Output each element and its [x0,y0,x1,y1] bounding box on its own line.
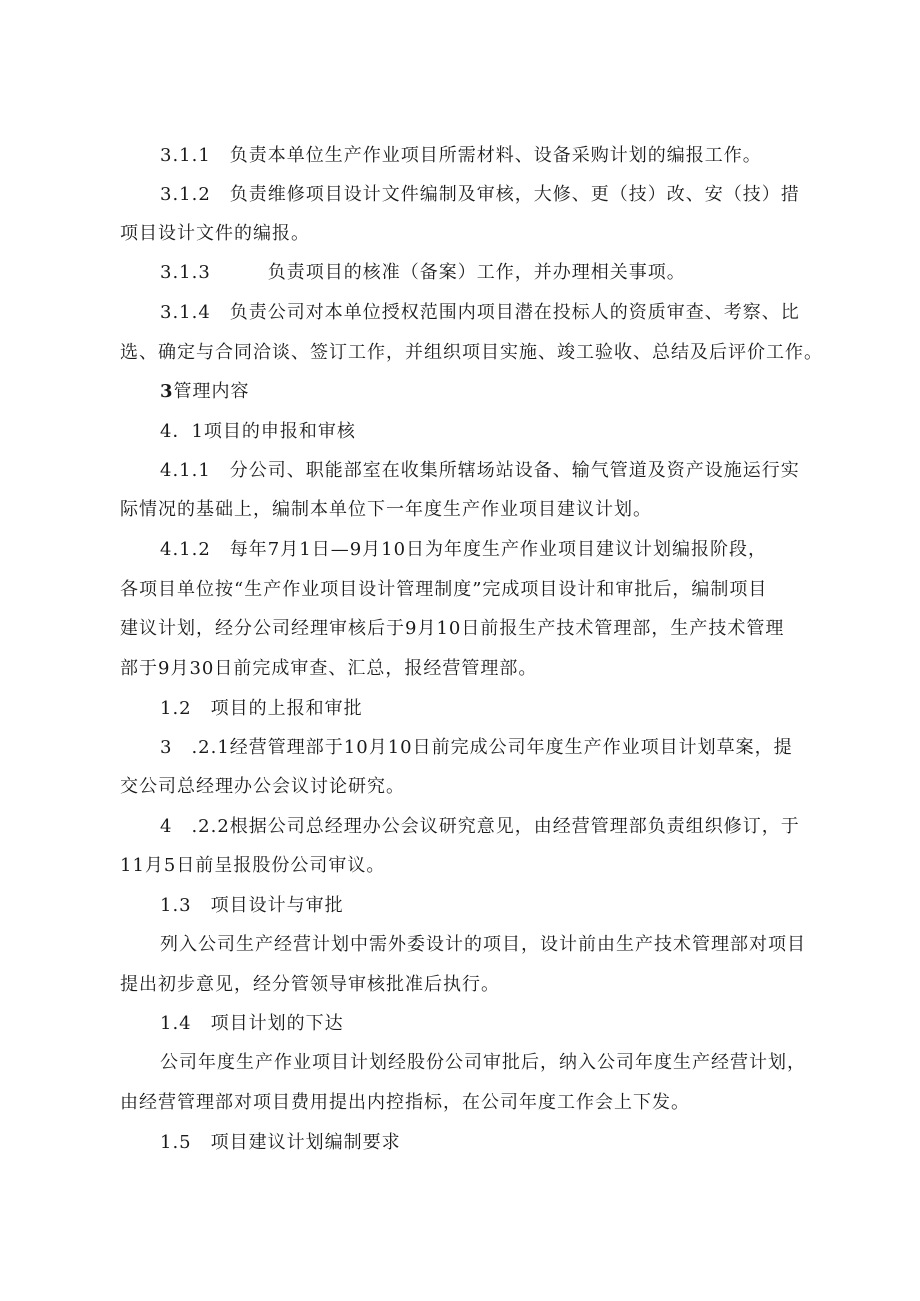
clause-4-1-2-cont-1: 各项目单位按“生产作业项目设计管理制度”完成项目设计和审批后，编制项目 [120,579,768,600]
subsection-1-2: 1.2 项目的上报和审批 [160,698,363,719]
clause-3-1-4: 3.1.4 负责公司对本单位授权范围内项目潜在投标人的资质审查、考察、比 [160,302,800,323]
paragraph-1-3-cont: 提出初步意见，经分管领导审核批准后执行。 [120,974,500,995]
clause-3-1-4-cont: 选、确定与合同洽谈、签订工作，并组织项目实施、竣工验收、总结及后评价工作。 [120,342,823,363]
subsection-1-5: 1.5 项目建议计划编制要求 [160,1132,401,1153]
clause-4-1-2-cont-3: 部于9月30日前完成审查、汇总，报经营管理部。 [120,658,538,679]
clause-4-1-1: 4.1.1 分公司、职能部室在收集所辖场站设备、输气管道及资产设施运行实 [160,460,800,481]
clause-4-2-2: 4 .2.2根据公司总经理办公会议研究意见，由经营管理部负责组织修订，于 [160,816,800,837]
subsection-1-3: 1.3 项目设计与审批 [160,895,344,916]
clause-3-1-2-cont: 项目设计文件的编报。 [120,223,310,244]
clause-4-1-2-cont-2: 建议计划，经分公司经理审核后于9月10日前报生产技术管理部，生产技术管理 [120,618,785,639]
clause-3-2-1-cont: 交公司总经理办公会议讨论研究。 [120,776,405,797]
paragraph-1-4: 公司年度生产作业项目计划经股份公司审批后，纳入公司年度生产经营计划， [160,1052,806,1073]
section-number: 3 [160,381,174,402]
paragraph-1-4-cont: 由经营管理部对项目费用提出内控指标，在公司年度工作会上下发。 [120,1092,690,1113]
paragraph-1-3: 列入公司生产经营计划中需外委设计的项目，设计前由生产技术管理部对项目 [160,934,806,955]
section-heading [160,380,250,404]
clause-3-2-1: 3 .2.1经营管理部于10月10日前完成公司年度生产作业项目计划草案，提 [160,737,793,758]
clause-3-1-3: 3.1.3 负责项目的核准（备案）工作，并办理相关事项。 [160,262,686,283]
clause-3-1-1: 3.1.1 负责本单位生产作业项目所需材料、设备采购计划的编报工作。 [160,145,762,166]
subsection-4-1: 4．1项目的申报和审核 [160,421,356,442]
clause-3-1-2: 3.1.2 负责维修项目设计文件编制及审核，大修、更（技）改、安（技）措 [160,184,800,205]
clause-4-1-2: 4.1.2 每年7月1日—9月10日为年度生产作业项目建议计划编报阶段， [160,539,768,560]
clause-4-1-1-cont: 际情况的基础上，编制本单位下一年度生产作业项目建议计划。 [120,499,652,520]
subsection-1-4: 1.4 项目计划的下达 [160,1013,344,1034]
section-title: 管理内容 [173,381,250,402]
clause-4-2-2-cont: 11月5日前呈报股份公司审议。 [120,855,386,876]
